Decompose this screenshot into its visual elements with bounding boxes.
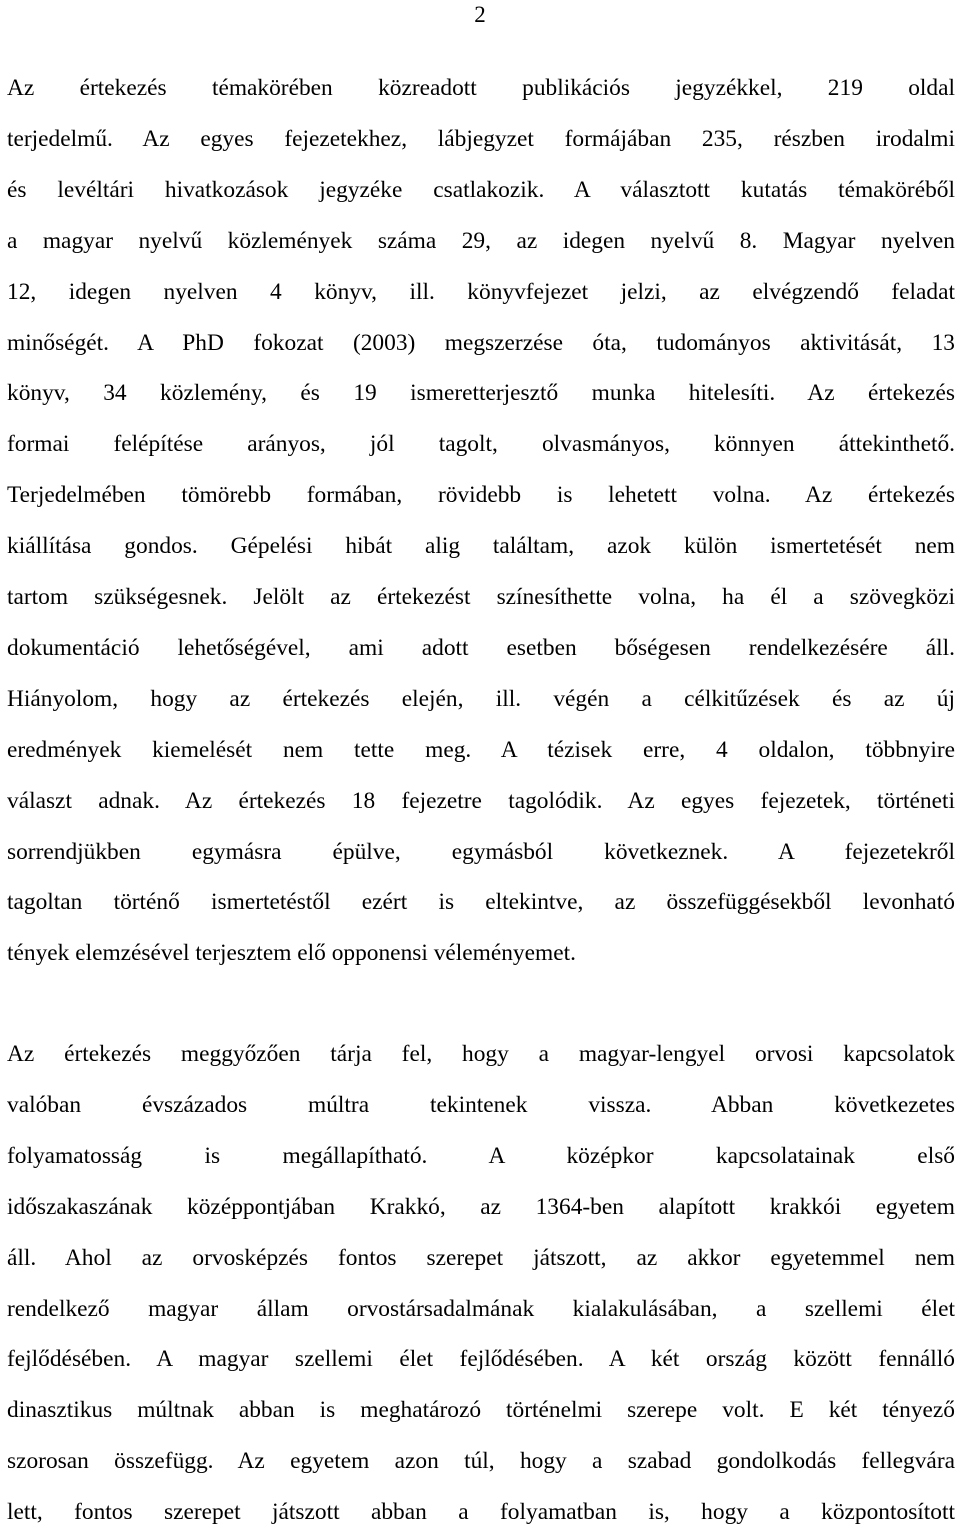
text-line: lett, fontos szerepet játszott abban a folyamatban is, hogy a központosított <box>7 1499 955 1525</box>
text-line: időszakaszának középpontjában Krakkó, az 1364-ben alapított krakkói egyetem <box>7 1194 955 1220</box>
text-line: formai felépítése arányos, jól tagolt, olvasmányos, könnyen áttekinthető. <box>7 431 955 457</box>
text-line: tények elemzésével terjesztem elő opponensi véleményemet. <box>7 940 576 966</box>
text-line: valóban évszázados múltra tekintenek vissza. Abban következetes <box>7 1092 955 1118</box>
text-line: folyamatosság is megállapítható. A középkor kapcsolatainak első <box>7 1143 955 1169</box>
text-line: sorrendjükben egymásra épülve, egymásból következnek. A fejezetekről <box>7 839 955 865</box>
page-number: 2 <box>474 2 486 27</box>
text-line: terjedelmű. Az egyes fejezetekhez, lábjegyzet formájában 235, részben irodalmi <box>7 126 955 152</box>
text-line: választ adnak. Az értekezés 18 fejezetre tagolódik. Az egyes fejezetek, történeti <box>7 788 955 814</box>
text-line: Az értekezés meggyőzően tárja fel, hogy a magyar-lengyel orvosi kapcsolatok <box>7 1041 955 1067</box>
text-line: 12, idegen nyelven 4 könyv, ill. könyvfejezet jelzi, az elvégzendő feladat <box>7 279 955 305</box>
text-line: dokumentáció lehetőségével, ami adott esetben bőségesen rendelkezésére áll. <box>7 635 955 661</box>
text-line: eredmények kiemelését nem tette meg. A tézisek erre, 4 oldalon, többnyire <box>7 737 955 763</box>
text-line: rendelkező magyar állam orvostársadalmának kialakulásában, a szellemi élet <box>7 1296 955 1322</box>
text-line: Hiányolom, hogy az értekezés elején, ill. végén a célkitűzések és az új <box>7 686 955 712</box>
text-line: könyv, 34 közlemény, és 19 ismeretterjesztő munka hitelesíti. Az értekezés <box>7 380 955 406</box>
text-line: tagoltan történő ismertetéstől ezért is eltekintve, az összefüggésekből levonható <box>7 889 955 915</box>
text-line: Az értekezés témakörében közreadott publikációs jegyzékkel, 219 oldal <box>7 75 955 101</box>
text-line: kiállítása gondos. Gépelési hibát alig találtam, azok külön ismertetését nem <box>7 533 955 559</box>
text-line: minőségét. A PhD fokozat (2003) megszerzése óta, tudományos aktivitását, 13 <box>7 330 955 356</box>
text-line: és levéltári hivatkozások jegyzéke csatlakozik. A választott kutatás témaköréből <box>7 177 955 203</box>
text-line: szorosan összefügg. Az egyetem azon túl, hogy a szabad gondolkodás fellegvára <box>7 1448 955 1474</box>
text-line: tartom szükségesnek. Jelölt az értekezést színesíthette volna, ha él a szövegközi <box>7 584 955 610</box>
text-line: áll. Ahol az orvosképzés fontos szerepet játszott, az akkor egyetemmel nem <box>7 1245 955 1271</box>
text-line: Terjedelmében tömörebb formában, rövidebb is lehetett volna. Az értekezés <box>7 482 955 508</box>
text-line: a magyar nyelvű közlemények száma 29, az idegen nyelvű 8. Magyar nyelven <box>7 228 955 254</box>
text-line: dinasztikus múltnak abban is meghatározó történelmi szerepe volt. E két tényező <box>7 1397 955 1423</box>
text-line: fejlődésében. A magyar szellemi élet fejlődésében. A két ország között fennálló <box>7 1346 955 1372</box>
